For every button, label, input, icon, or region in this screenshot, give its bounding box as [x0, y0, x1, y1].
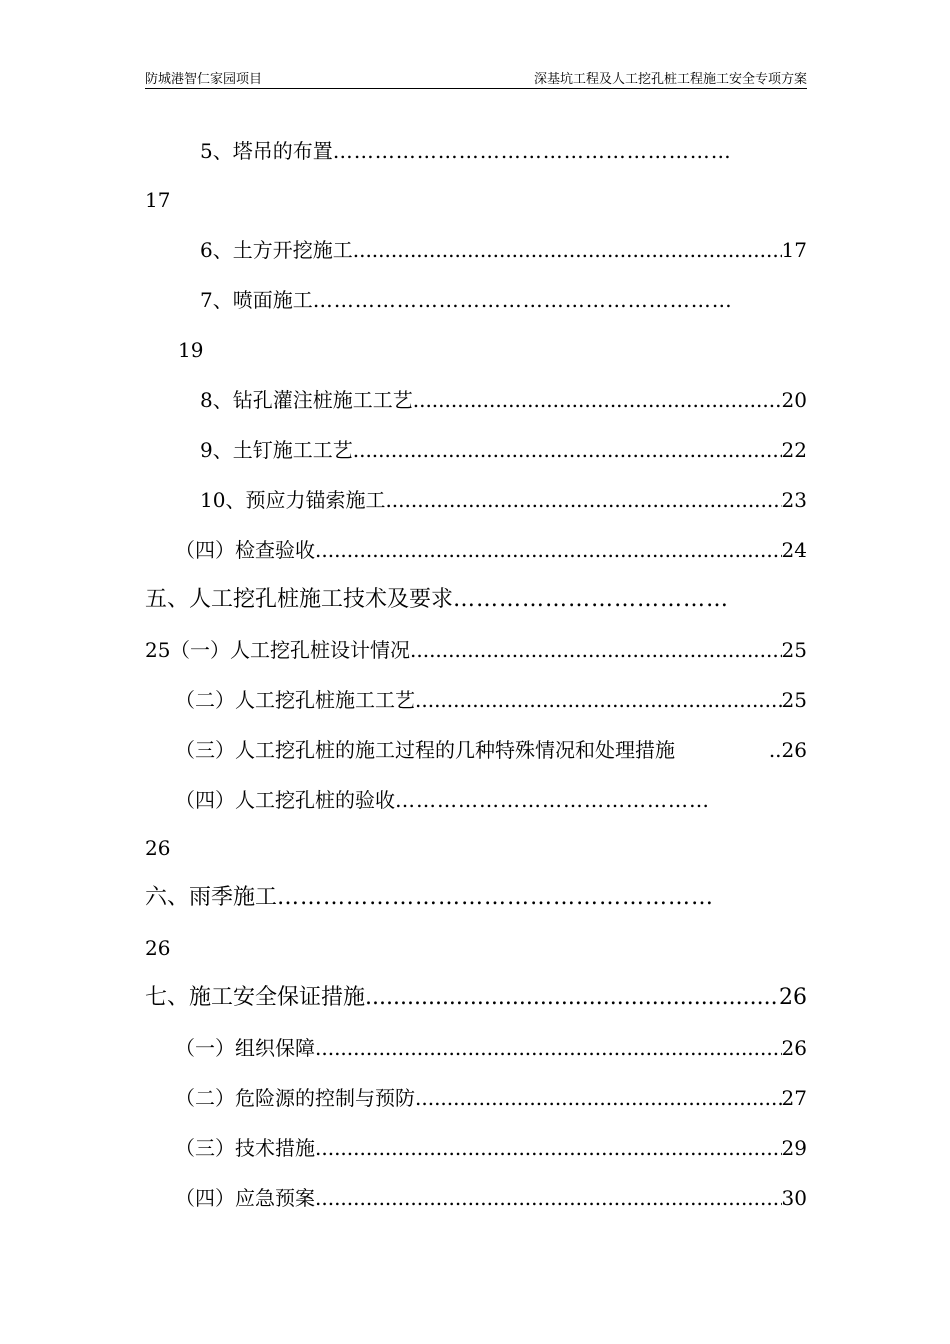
toc-entry-leader — [315, 535, 782, 565]
toc-entry-page: 25 — [781, 638, 807, 662]
toc-entry-leader: .. — [768, 738, 782, 762]
toc-entry-hazard[interactable] — [175, 1083, 807, 1113]
toc-entry-pile-special[interactable] — [175, 735, 807, 765]
toc-entry-leader — [315, 1033, 782, 1063]
toc-entry-page: 20 — [781, 388, 807, 412]
toc-entry-title: （三）技术措施 — [175, 1136, 315, 1160]
page-header — [145, 66, 807, 89]
toc-entry-6[interactable] — [200, 235, 807, 265]
toc-entry-leader — [315, 1133, 782, 1163]
toc-entry-page: 23 — [781, 488, 807, 512]
toc-entry-page: 19 — [178, 338, 204, 362]
toc-entry-title: 8、钻孔灌注桩施工工艺 — [200, 388, 413, 412]
toc-entry-leader — [353, 435, 782, 465]
toc-entry-leader: …………………………………………………… — [312, 288, 733, 312]
toc-entry-page: 26 — [781, 1036, 807, 1060]
toc-chapter-6[interactable] — [145, 883, 714, 913]
toc-entry-9[interactable] — [200, 435, 807, 465]
toc-entry-8[interactable] — [200, 385, 807, 415]
toc-entry-title: 10、预应力锚索施工 — [200, 488, 386, 512]
toc-entry-leader — [415, 685, 782, 715]
toc-entry-title: 6、土方开挖施工 — [200, 238, 353, 262]
toc-entry-title: 7、喷面施工 — [200, 288, 313, 312]
toc-entry-leader — [410, 635, 782, 665]
toc-entry-page: 26 — [781, 738, 807, 762]
toc-entry-technical[interactable] — [175, 1133, 807, 1163]
toc-chapter-7[interactable] — [145, 983, 807, 1013]
toc-entry-title: （四）应急预案 — [175, 1186, 315, 1210]
toc-entry-title: 六、雨季施工 — [145, 885, 278, 910]
toc-entry-page: 24 — [781, 538, 807, 562]
toc-entry-title: 5、塔吊的布置 — [200, 139, 333, 163]
toc-entry-title: （二）危险源的控制与预防 — [175, 1086, 415, 1110]
toc-entry-page: 29 — [781, 1136, 807, 1160]
toc-chapter-5[interactable] — [145, 585, 729, 615]
toc-entry-leader: ………………………………………………… — [332, 139, 732, 163]
header-project-name: 防城港智仁家园项目 — [145, 72, 263, 87]
toc-entry-title: （四）检查验收 — [175, 538, 315, 562]
toc-entry-organization[interactable] — [175, 1033, 807, 1063]
toc-entry-leader — [353, 235, 782, 265]
toc-entry-7[interactable] — [200, 285, 733, 315]
toc-entry-title: 五、人工挖孔桩施工技术及要求 — [145, 587, 454, 612]
toc-entry-pile-design[interactable] — [170, 635, 807, 665]
toc-entry-page: 17 — [145, 188, 171, 212]
header-document-title: 深基坑工程及人工挖孔桩工程施工安全专项方案 — [533, 72, 807, 87]
toc-entry-page: 22 — [781, 438, 807, 462]
toc-entry-page: 26 — [779, 985, 807, 1010]
toc-entry-pile-acceptance[interactable] — [175, 785, 710, 815]
toc-entry-10[interactable] — [200, 485, 807, 515]
toc-entry-page: 26 — [145, 836, 171, 860]
toc-entry-title: 七、施工安全保证措施 — [145, 985, 366, 1010]
toc-entry-inspection[interactable] — [175, 535, 807, 565]
toc-entry-page: 25 — [781, 688, 807, 712]
toc-entry-leader — [365, 983, 779, 1013]
toc-entry-leader: ………………………………………………… — [277, 885, 715, 910]
toc-entry-title: （四）人工挖孔桩的验收 — [175, 788, 395, 812]
toc-entry-page: 27 — [781, 1086, 807, 1110]
toc-entry-page: 25 — [145, 638, 171, 662]
toc-entry-5[interactable] — [200, 136, 732, 166]
toc-entry-leader: ……………………………… — [453, 587, 730, 612]
toc-entry-emergency[interactable] — [175, 1183, 807, 1213]
toc-entry-title: （三）人工挖孔桩的施工过程的几种特殊情况和处理措施 — [175, 738, 675, 762]
toc-entry-leader — [415, 1083, 782, 1113]
toc-entry-title: 9、土钉施工工艺 — [200, 438, 353, 462]
toc-entry-title: （一）组织保障 — [175, 1036, 315, 1060]
toc-entry-leader — [315, 1183, 782, 1213]
toc-entry-leader — [413, 385, 782, 415]
toc-entry-title: （二）人工挖孔桩施工工艺 — [175, 688, 415, 712]
toc-entry-page: 17 — [781, 238, 807, 262]
toc-entry-leader: ……………………………………… — [395, 788, 710, 812]
toc-entry-pile-process[interactable] — [175, 685, 807, 715]
toc-entry-page: 30 — [781, 1186, 807, 1210]
toc-entry-page: 26 — [145, 936, 171, 960]
toc-entry-title: （一）人工挖孔桩设计情况 — [170, 638, 410, 662]
toc-entry-leader — [385, 485, 781, 515]
